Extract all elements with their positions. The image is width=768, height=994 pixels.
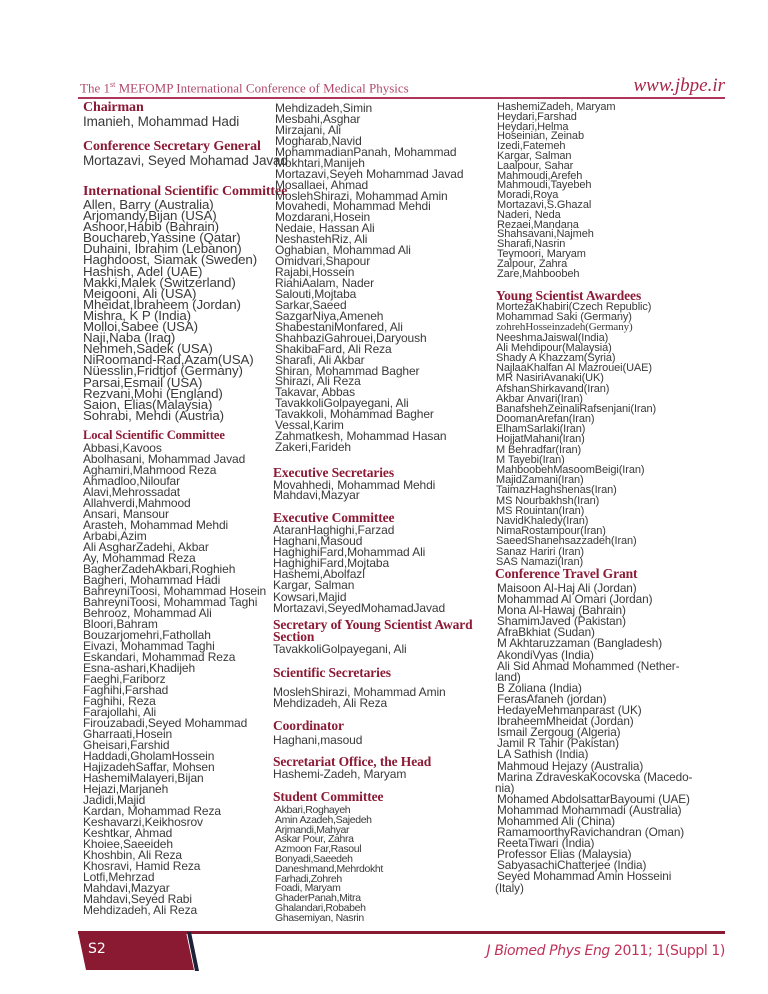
list-item: Mehdizadeh, Ali Reza xyxy=(83,903,198,917)
list-item: MajidZamani(Iran) xyxy=(496,474,584,487)
list-item: Kowsari,Majid xyxy=(273,589,347,604)
list-item: Haghani,Masoud xyxy=(273,534,363,549)
list-item: M Akhtaruzzaman (Bangladesh) xyxy=(497,636,663,651)
list-item: Meigooni, Ali (USA) xyxy=(83,285,197,301)
header-divider xyxy=(78,97,725,99)
list-item: Bouchareb,Yassine (Qatar) xyxy=(83,230,241,246)
list-item: Rezaei,Mandana xyxy=(497,218,579,231)
list-item: Sarkar,Saeed xyxy=(275,297,347,312)
list-item: Khosravi, Hamid Reza xyxy=(83,859,201,873)
section-heading: Scientific Secretaries xyxy=(273,665,391,680)
list-item: zohrehHosseinzadeh(Germany) xyxy=(496,321,633,334)
list-item: Ansari, Mansour xyxy=(83,507,169,521)
list-item: HashemiZadeh, Maryam xyxy=(497,101,616,113)
list-item: Rajabi,Hossein xyxy=(275,265,355,280)
section-heading: Secretariat Office, the Head xyxy=(273,754,432,769)
list-item: Daneshmand,Mehrdokht xyxy=(275,862,383,875)
list-item: Bloori,Bahram xyxy=(83,617,158,631)
section-heading: Conference Secretary General xyxy=(83,139,261,154)
section-young-award-secretary xyxy=(273,619,473,655)
list-item: Bouzarjomehri,Fathollah xyxy=(83,628,211,642)
list-item: SAS Namazi(Iran) xyxy=(496,555,584,568)
list-item: Mehdizadeh,Simin xyxy=(275,101,373,115)
list-item: ReetaTiwari (India) xyxy=(497,836,595,851)
list-item: HaghighiFard,Mojtaba xyxy=(273,556,390,571)
list-item: Takavar, Abbas xyxy=(275,385,355,400)
list-item: Farhadi,Zohreh xyxy=(275,872,342,885)
name-list xyxy=(83,154,288,167)
list-item: Bagheri, Mohammad Hadi xyxy=(83,573,221,587)
conference-title xyxy=(80,80,409,96)
list-item: Sanaz Hariri (Iran) xyxy=(496,545,584,558)
list-item: MS Rouintan(Iran) xyxy=(496,504,585,517)
list-item: RiahiAalam, Nader xyxy=(275,276,375,290)
list-item: Mahmoudi,Arefeh xyxy=(497,169,583,182)
list-item: Abbasi,Kavoos xyxy=(83,441,162,455)
list-item: Mortazavi,SeyedMohamadJavad xyxy=(273,600,446,615)
page-number: S2 xyxy=(88,941,106,957)
list-item: Nedaie, Hassan Ali xyxy=(275,221,375,236)
list-item: Behrooz, Mohammad Ali xyxy=(83,606,212,620)
section-secretariat xyxy=(273,754,431,780)
list-item: IbraheemMheidat (Jordan) xyxy=(497,714,634,729)
journal-name: J Biomed Phys Eng xyxy=(486,943,610,959)
section-young-scientist-awardees xyxy=(496,288,656,567)
section-heading: International Scientific Committee xyxy=(83,184,288,199)
list-item: SazgarNiya,Ameneh xyxy=(275,308,384,323)
list-item: Khoiee,Saeeideh xyxy=(83,837,173,851)
list-item: Tavakkoli, Mohammad Bagher xyxy=(275,407,434,422)
section-international-committee xyxy=(83,184,287,421)
list-item: Zalpour, Zahra xyxy=(497,257,568,270)
list-item: Arasteh, Mohammad Mehdi xyxy=(83,518,229,532)
list-item: BagherZadehAkbari,Roghieh xyxy=(83,562,236,576)
list-item: Heydari,Helma xyxy=(497,120,569,133)
list-item: Vessal,Karim xyxy=(275,418,344,433)
list-item: Mheidat,Ibraheem (Jordan) xyxy=(83,296,241,312)
list-item: Akbar Anvari(Iran) xyxy=(496,392,583,405)
list-item: Askar Pour, Zahra xyxy=(275,833,354,846)
list-item: Naderi, Neda xyxy=(497,208,561,221)
list-item: Mehdizadeh, Ali Reza xyxy=(273,695,388,710)
list-item: Ashoor,Habib (Bahrain) xyxy=(83,219,220,235)
list-item: Shahsavani,Najmeh xyxy=(497,228,594,241)
list-item: Mohamed AbdolsattarBayoumi (UAE) xyxy=(497,791,690,806)
list-item: Ghalandari,Robabeh xyxy=(275,901,366,914)
list-item: Ali Sid Ahmad Mohammed (Nether- land) xyxy=(495,658,680,684)
list-item: Arjomandy,Bijan (USA) xyxy=(83,208,217,224)
name-list xyxy=(273,769,431,780)
list-item: AtaranHaghighi,Farzad xyxy=(273,523,395,537)
list-item: BahreyniToosi, Mohammad Taghi xyxy=(83,595,258,609)
list-item: FerasAfaneh (jordan) xyxy=(497,691,607,706)
list-item: NeshastehRiz, Ali xyxy=(275,232,368,247)
list-item: Faeghi,Fariborz xyxy=(83,672,166,686)
list-item: HashemiMalayeri,Bijan xyxy=(83,771,204,785)
name-list xyxy=(273,525,445,614)
list-item: Movahedi, Mohammad Mehdi xyxy=(275,199,431,214)
list-item: Mortazavi,S.Ghazal xyxy=(497,198,592,211)
list-item: Ay, Mohammad Reza xyxy=(83,551,196,565)
list-item: Bonyadi,Saeedeh xyxy=(275,852,353,865)
heading-line: Section xyxy=(273,628,315,644)
list-item: Parsai,Esmail (USA) xyxy=(83,374,203,390)
section-heading: Young Scientist Awardees xyxy=(496,288,642,303)
list-item: NimaRostampour(Iran) xyxy=(496,525,606,538)
list-item: Eskandari, Mohammad Reza xyxy=(83,650,236,664)
list-item: Abolhasani, Mohammad Javad xyxy=(83,452,246,466)
list-item: Mortazavi,Seyeh Mohammad Javad xyxy=(275,166,464,181)
list-item: Hoseinian, Zeinab xyxy=(497,130,584,143)
list-item: Keshtkar, Ahmad xyxy=(83,826,173,840)
name-list xyxy=(275,103,463,453)
list-item: Kargar, Salman xyxy=(273,578,355,593)
list-item: Mokhtari,Manijeh xyxy=(275,155,365,170)
list-item: Mirzajani, Ali xyxy=(275,122,341,137)
list-item: Ismail Zergoug (Algeria) xyxy=(497,725,621,740)
name-list xyxy=(273,644,473,655)
name-list xyxy=(275,806,383,924)
list-item: Hashemi-Zadeh, Maryam xyxy=(273,767,407,781)
list-item: Amin Azadeh,Sajedeh xyxy=(275,813,372,826)
list-item: Ahmadloo,Niloufar xyxy=(83,474,181,488)
list-item: Foadi, Maryam xyxy=(275,882,341,895)
list-item: BanafshehZeinaliRafsenjani(Iran) xyxy=(496,402,657,415)
section-coordinator xyxy=(273,718,362,746)
list-item: Hashish, Adel (UAE) xyxy=(83,263,203,279)
title-post: MEFOMP International Conference of Medical Physics xyxy=(115,80,409,96)
list-item: Hejazi,Marjaneh xyxy=(83,782,169,796)
list-item: Mogharab,Navid xyxy=(275,133,362,148)
list-item: AfraBkhiat (Sudan) xyxy=(497,625,595,640)
list-item: SaeedShanehsazzadeh(Iran) xyxy=(496,535,637,548)
list-item: Mozdarani,Hosein xyxy=(275,210,371,225)
list-item: LA Sathish (India) xyxy=(497,747,589,762)
list-item: Khoshbin, Ali Reza xyxy=(83,848,182,862)
list-item: Mosallaei, Ahmad xyxy=(275,177,369,192)
list-item: Mohammad Al Omari (Jordan) xyxy=(497,592,653,607)
name-list xyxy=(83,199,287,421)
list-item: Farajollahi, Ali xyxy=(83,705,157,719)
list-item: Moradi,Roya xyxy=(497,189,559,202)
list-item: Seyed Mohammad Amin Hosseini (Italy) xyxy=(495,869,672,895)
list-item: Sohrabi, Mehdi (Austria) xyxy=(83,407,224,423)
name-list xyxy=(273,735,362,746)
list-item: Mesbahi,Asghar xyxy=(275,111,361,126)
journal-citation xyxy=(487,943,725,959)
list-item: Mona Al-Hawaj (Bahrain) xyxy=(497,603,626,618)
section-heading: Executive Committee xyxy=(273,510,395,525)
list-item: Movahhedi, Mohammad Mehdi xyxy=(273,477,436,492)
list-item: Akbari,Roghayeh xyxy=(275,804,351,816)
list-item: Haghani,masoud xyxy=(273,733,363,747)
section-local-committee-continued xyxy=(275,103,463,453)
section-heading: Student Committee xyxy=(273,789,384,804)
title-sup: st xyxy=(109,80,116,89)
name-list xyxy=(273,687,446,709)
list-item: Arbabi,Azim xyxy=(83,529,147,543)
list-item: Allen, Barry (Australia) xyxy=(83,197,214,212)
list-item: Zakeri,Farideh xyxy=(275,440,351,455)
name-list xyxy=(273,477,436,503)
section-heading xyxy=(273,619,473,642)
list-item: MohammadianPanah, Mohammad xyxy=(275,144,457,159)
list-item: Naji,Naba (Iraq) xyxy=(83,330,176,346)
list-item: Haghdoost, Siamak (Sweden) xyxy=(83,252,258,268)
list-item: MR NasiriAvanaki(UK) xyxy=(496,372,604,385)
list-item: DoomanArefan(Iran) xyxy=(496,413,595,426)
journal-issue: 2011; 1(Suppl 1) xyxy=(609,943,725,959)
list-item: M Behradfar(Iran) xyxy=(496,443,582,456)
list-item: Azmoon Far,Rasoul xyxy=(275,843,362,856)
name-list xyxy=(495,583,725,894)
list-item: HaghighiFard,Mohammad Ali xyxy=(273,545,426,560)
list-item: NajlaaKhalfan Al Mazrouei(UAE) xyxy=(496,362,652,375)
list-item: Faghihi,Farshad xyxy=(83,683,169,697)
list-item: Firouzabadi,Seyed Mohammad xyxy=(83,716,248,730)
name-list xyxy=(83,115,239,128)
list-item: Mohammad Saki (Germany) xyxy=(496,311,632,324)
list-item: Haddadi,GholamHossein xyxy=(83,749,215,763)
list-item: Teymoori, Maryam xyxy=(497,247,586,260)
list-item: HedayeMehmanparast (UK) xyxy=(497,703,642,718)
list-item: Kardan, Mohammad Reza xyxy=(83,804,221,818)
list-item: Shirazi, Ali Reza xyxy=(275,374,361,389)
list-item: Gheisari,Farshid xyxy=(83,738,170,752)
list-item: Makki,Malek (Switzerland) xyxy=(83,274,236,290)
list-item: Nüesslin,Fridtjof (Germany) xyxy=(83,363,243,379)
list-item: NiRoomand-Rad,Azam(USA) xyxy=(83,352,254,368)
list-item: Jamil R Tahir (Pakistan) xyxy=(497,736,619,751)
list-item: Heydari,Farshad xyxy=(497,110,577,123)
name-list xyxy=(497,103,615,279)
list-item: Oghabian, Mohammad Ali xyxy=(275,243,411,258)
list-item: Shiran, Mohammad Bagher xyxy=(275,363,420,378)
section-heading: Executive Secretaries xyxy=(273,465,394,480)
list-item: Salouti,Mojtaba xyxy=(275,286,357,301)
list-item: Mahdavi,Mazyar xyxy=(83,881,170,895)
list-item: Arjmandi,Mahyar xyxy=(275,823,350,836)
list-item: GhaderPanah,Mitra xyxy=(275,892,361,905)
list-item: TavakkoliGolpayegani, Ali xyxy=(275,396,409,411)
section-executive-committee xyxy=(273,510,445,614)
list-item: Mahdavi,Seyed Rabi xyxy=(83,892,192,906)
section-local-committee xyxy=(83,428,266,916)
section-scientific-secretaries xyxy=(273,665,446,709)
list-item: Mahmoudi,Tayebeh xyxy=(497,179,592,192)
list-item: Keshavarzi,Keikhosrov xyxy=(83,815,203,829)
name-list xyxy=(496,302,656,567)
list-item: ElhamSarlaki(Iran) xyxy=(496,423,586,436)
list-item: Kargar, Salman xyxy=(497,149,572,162)
list-item: TavakkoliGolpayegani, Ali xyxy=(273,642,407,656)
list-item: ShamimJaved (Pakistan) xyxy=(497,614,626,629)
heading-line: Secretary of Young Scientist Award xyxy=(273,617,473,632)
list-item: MoslehShirazi, Mohammad Amin xyxy=(275,188,448,203)
list-item: Sharafi, Ali Akbar xyxy=(275,352,365,367)
list-item: ShabestaniMonfared, Ali xyxy=(275,319,403,334)
list-item: Molloi,Sabee (USA) xyxy=(83,319,198,335)
title-pre: The 1 xyxy=(80,80,110,96)
list-item: Izedi,Fatemeh xyxy=(497,140,566,153)
section-secretary-general xyxy=(83,139,288,167)
list-item: Ghasemiyan, Nasrin xyxy=(275,911,364,924)
section-travel-grant xyxy=(495,566,725,894)
list-item: Sharafi,Nasrin xyxy=(497,238,566,251)
list-item: Alavi,Mehrossadat xyxy=(83,485,181,499)
list-item: MoslehShirazi, Mohammad Amin xyxy=(273,685,446,699)
section-heading: Chairman xyxy=(83,100,144,115)
journal-url: www.jbpe.ir xyxy=(633,75,725,96)
list-item: ShakibaFard, Ali Reza xyxy=(275,341,392,356)
list-item: Shady A Khazzam(Syria) xyxy=(496,351,616,364)
list-item: MahboobehMasoomBeigi(Iran) xyxy=(496,464,645,476)
list-item: Rezvani,Mohi (England) xyxy=(83,385,223,401)
list-item: Ali Mehdipour(Malaysia) xyxy=(496,341,612,354)
list-item: HajizadehSaffar, Mohsen xyxy=(83,760,215,774)
name-list xyxy=(83,443,266,916)
list-item: MS Nourbakhsh(Iran) xyxy=(496,494,600,507)
list-item: ShahbaziGahrouei,Daryoush xyxy=(275,330,427,345)
list-item: Mahdavi,Mazyar xyxy=(273,488,360,503)
list-item: Lotfi,Mehrzad xyxy=(83,870,155,884)
list-item: Mohammad Mohammadi (Australia) xyxy=(497,802,682,817)
list-item: Omidvari,Shapour xyxy=(275,254,371,269)
list-item: Zahmatkesh, Mohammad Hasan xyxy=(275,429,447,444)
list-item: NeeshmaJaiswal(India) xyxy=(496,331,609,344)
list-item: AfshanShirkavand(Iran) xyxy=(496,382,610,395)
list-item: Mahmoud Hejazy (Australia) xyxy=(497,758,644,773)
list-item: Ali AsgharZadehi, Akbar xyxy=(83,540,209,554)
section-heading: Local Scientific Committee xyxy=(83,428,225,442)
list-item: BahreyniToosi, Mohammad Hosein xyxy=(83,584,267,598)
list-item: Imanieh, Mohammad Hadi xyxy=(83,114,240,129)
list-item: Esna-ashari,Khadijeh xyxy=(83,661,196,675)
list-item: NavidKhaledy(Iran) xyxy=(496,514,589,527)
list-item: MortezaKhabiri(Czech Republic) xyxy=(496,301,652,313)
list-item: Faghihi, Reza xyxy=(83,694,156,708)
list-item: Zare,Mahboobeh xyxy=(497,267,580,280)
section-student-committee xyxy=(273,789,383,924)
section-student-committee-continued xyxy=(497,103,615,279)
list-item: Saion, Elias(Malaysia) xyxy=(83,396,213,412)
list-item: Mishra, K P (India) xyxy=(83,307,191,323)
list-item: Jadidi,Majid xyxy=(83,793,146,807)
list-item: SabyasachiChatterjee (India) xyxy=(497,858,647,873)
list-item: Mortazavi, Seyed Mohamad Javad xyxy=(83,153,288,168)
section-chairman xyxy=(83,100,239,128)
list-item: Marina ZdraveskaKocovska (Macedo- nia) xyxy=(495,769,693,795)
list-item: M Tayebi(Iran) xyxy=(496,453,565,466)
list-item: B Zoliana (India) xyxy=(497,680,582,695)
list-item: Aghamiri,Mahmood Reza xyxy=(83,463,217,477)
list-item: Maisoon Al-Haj Ali (Jordan) xyxy=(497,581,637,595)
list-item: Professor Elias (Malaysia) xyxy=(497,847,632,862)
list-item: Gharraati,Hosein xyxy=(83,727,173,741)
list-item: Hashemi,Abolfazl xyxy=(273,567,365,582)
list-item: HojjatMahani(Iran) xyxy=(496,433,585,446)
section-executive-secretaries xyxy=(273,465,435,501)
list-item: AkondiVyas (India) xyxy=(497,647,594,662)
list-item: Eivazi, Mohammad Taghi xyxy=(83,639,215,653)
list-item: RamamoorthyRavichandran (Oman) xyxy=(497,825,685,840)
list-item: Duhaini, Ibrahim (Lebanon) xyxy=(83,241,242,257)
list-item: Laalpour, Sahar xyxy=(497,159,574,172)
list-item: Allahverdi,Mahmood xyxy=(83,496,191,510)
list-item: Nehmeh,Sadek (USA) xyxy=(83,341,213,357)
list-item: Mohammed Ali (China) xyxy=(497,813,615,828)
section-heading: Conference Travel Grant xyxy=(495,566,638,581)
section-heading: Coordinator xyxy=(273,718,344,733)
list-item: TaimazHaghshenas(Iran) xyxy=(496,484,617,497)
